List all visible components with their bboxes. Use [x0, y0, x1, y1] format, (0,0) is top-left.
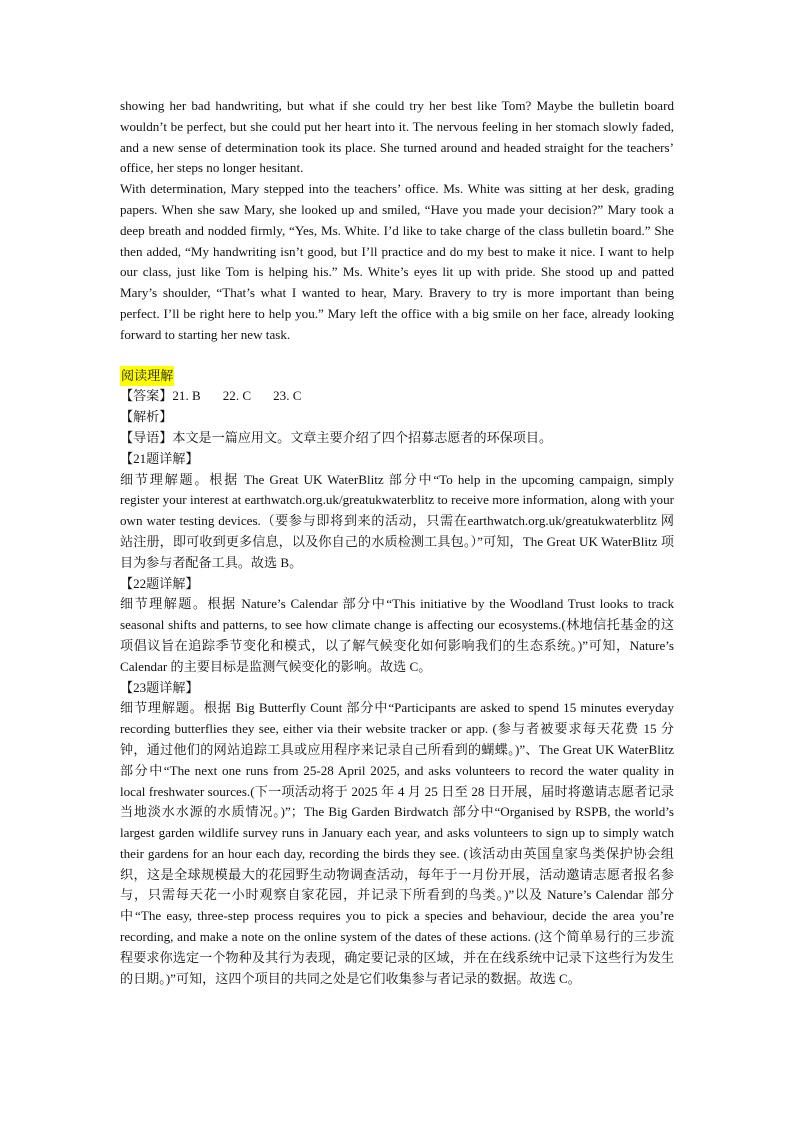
q23-header: 【23题详解】 — [120, 679, 199, 695]
q23-explanation: 细节理解题。根据 Big Butterfly Count 部分中“Participants are asked to spend 15 minutes everyday recording butterflies they see, either via their website tracker or app. (参与者被要求每天花费 15 分钟，通过他们的网站追踪工具或应用程序来记录自己所看到的蝴蝶。)”、The Great UK WaterBlitz 部分中“The next one runs from 25-28 April 2025, and asks volunteers to record the water quality in local freshwater sources.(下一项活动将于 2025 年 4 月 25 日至 28 日开展，届时将邀请志愿者记录当地淡水水源的水质情况。)”；The Big Garden Birdwatch 部分中“Organised by RSPB, the world’s largest garden wildlife survey runs in January each year, and asks volunteers to sign up to simply watch their gardens for an hour each day, recording the birds they see. (该活动由英国皇家鸟类保护协会组织，这是全球规模最大的花园野生动物调查活动，每年于一月份开展，活动邀请志愿者报名参与，只需每天花一小时观察自家花园，并记录下所看到的鸟类。)”以及 Nature’s Calendar 部分中“The easy, three-step process requires you to pick a species and behaviour, decide the area you’re recording, and make a note on the online system of the dates of these actions. (这个简单易行的三步流程要求你选定一个物种及其行为表现，确定要记录的区域，并在在线系统中记录下这些行为发生的日期。)”可知，这四个项目的共同之处是它们收集参与者记录的数据。故选 C。 — [120, 700, 674, 986]
document-content — [120, 96, 674, 989]
answer-label: 【答案】 — [120, 388, 173, 404]
answer-23: 23. C — [273, 388, 302, 404]
answer-21: 21. B — [172, 388, 201, 404]
q22-explanation: 细节理解题。根据 Nature’s Calendar 部分中“This initiative by the Woodland Trust looks to track seasonal shifts and patterns, to see how climate change is affecting our ecosystems.(林地信托基金的这项倡议旨在追踪季节变化和模式，以了解气候变化如何影响我们的生态系统。)”可知，Nature’s Calendar 的主要目标是监测气候变化的影响。故选 C。 — [120, 596, 674, 674]
guide-text: 【导语】本文是一篇应用文。文章主要介绍了四个招募志愿者的环保项目。 — [120, 429, 553, 445]
story-paragraph-1: showing her bad handwriting, but what if she could try her best like Tom? Maybe the bulletin board wouldn’t be perfect, but she could put her heart into it. The nervous feeling in her stomach slowly faded, and a new sense of determination took its place. She turned around and headed straight for the teachers’ office, her steps no longer hesitant. — [120, 98, 674, 176]
story-paragraph-2: With determination, Mary stepped into the teachers’ office. Ms. White was sitting at her desk, grading papers. When she saw Mary, she looked up and smiled, “Have you made your decision?” Mary took a deep breath and nodded firmly, “Yes, Ms. White. I’d like to take charge of the class bulletin board.” She then added, “My handwriting isn’t good, but I’ll practice and do my best to make it nice. I want to help our class, just like Tom is helping his.” Ms. White’s eyes lit up with pride. She stood up and patted Mary’s shoulder, “That’s what I wanted to hear, Mary. Bravery to try is more important than being perfect. I’ll be right here to help you.” Mary left the office with a big smile on her face, already looking forward to starting her new task. — [120, 181, 674, 342]
answer-22: 22. C — [222, 388, 252, 404]
section-title: 阅读理解 — [120, 366, 174, 387]
q22-header: 【22题详解】 — [120, 575, 199, 591]
section-spacer — [120, 346, 674, 366]
section-title-line — [120, 366, 674, 387]
q21-explanation: 细节理解题。根据 The Great UK WaterBlitz 部分中“To help in the upcoming campaign, simply register your interest at earthwatch.org.uk/greatukwaterblitz to receive more information, along with your own water testing devices.（要参与即将到来的活动，只需在earthwatch.org.uk/greatukwaterblitz 网站注册，即可收到更多信息，以及你自己的水质检测工具包。）”可知，The Great UK WaterBlitz 项目为参与者配备工具。故选 B。 — [120, 471, 674, 570]
answer-line — [120, 386, 674, 407]
analysis-label: 【解析】 — [120, 409, 173, 425]
q21-header: 【21题详解】 — [120, 450, 199, 466]
